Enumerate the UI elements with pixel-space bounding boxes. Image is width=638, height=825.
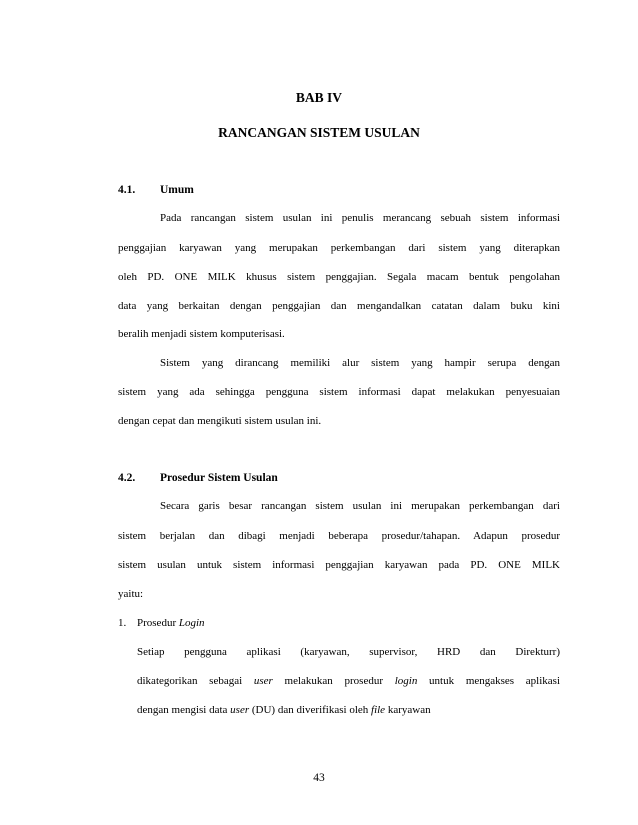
list-item-line: dengan mengisi data user (DU) dan diverifikasi oleh file karyawan <box>137 704 431 716</box>
paragraph-line: dengan cepat dan mengikuti sistem usulan ini. <box>118 415 322 427</box>
section-title: Umum <box>160 184 194 196</box>
section-number: 4.1. <box>118 184 136 196</box>
paragraph-line: penggajian karyawan yang merupakan perkembangan dari sistem yang diterapkan <box>118 242 560 254</box>
section-number: 4.2. <box>118 472 136 484</box>
chapter-title: RANCANGAN SISTEM USULAN <box>218 125 420 140</box>
paragraph-line: beralih menjadi sistem komputerisasi. <box>118 328 285 340</box>
list-item-line: Setiap pengguna aplikasi (karyawan, supervisor, HRD dan Direkturr) <box>137 646 560 658</box>
page-number: 43 <box>313 772 325 784</box>
paragraph-line: sistem usulan untuk sistem informasi penggajian karyawan pada PD. ONE MILK <box>118 559 560 571</box>
paragraph-line: yaitu: <box>118 588 144 600</box>
paragraph-line: sistem yang ada sehingga pengguna sistem informasi dapat melakukan penyesuaian <box>118 386 560 398</box>
paragraph-line: Sistem yang dirancang memiliki alur sistem yang hampir serupa dengan <box>160 357 560 369</box>
paragraph-line: data yang berkaitan dengan penggajian dan mengandalkan catatan dalam buku kini <box>118 300 560 312</box>
paragraph-line: Secara garis besar rancangan sistem usulan ini merupakan perkembangan dari <box>160 500 560 512</box>
paragraph-line: sistem berjalan dan dibagi menjadi beberapa prosedur/tahapan. Adapun prosedur <box>118 530 560 542</box>
section-title: Prosedur Sistem Usulan <box>160 472 278 484</box>
list-item-number: 1. <box>118 617 127 629</box>
list-item-line: dikategorikan sebagai user melakukan prosedur login untuk mengakses aplikasi <box>137 675 560 687</box>
list-item-label: Prosedur Login <box>137 617 205 629</box>
paragraph-line: Pada rancangan sistem usulan ini penulis merancang sebuah sistem informasi <box>160 212 560 224</box>
chapter-number: BAB IV <box>295 90 343 105</box>
paragraph-line: oleh PD. ONE MILK khusus sistem penggajian. Segala macam bentuk pengolahan <box>118 271 560 283</box>
